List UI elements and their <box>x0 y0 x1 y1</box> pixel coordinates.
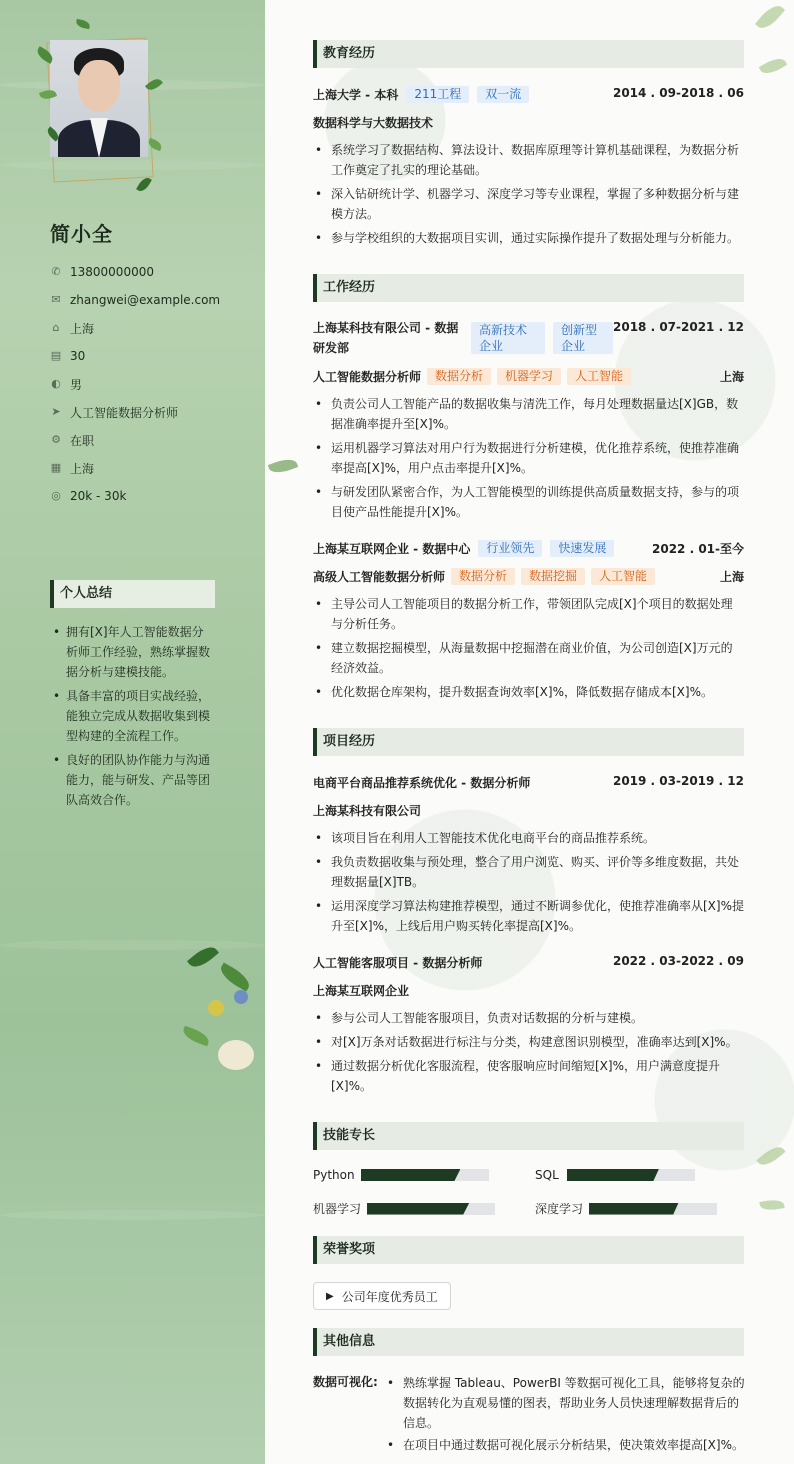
skill-item <box>313 1200 495 1217</box>
projects-heading: 项目经历 <box>313 728 744 756</box>
skill-bar-fill <box>567 1169 659 1181</box>
job-date: 2022 . 01-至今 <box>652 542 744 556</box>
skill-bar-fill <box>367 1203 469 1215</box>
mail-icon: ✉ <box>51 293 61 306</box>
award-item[interactable] <box>313 1282 451 1310</box>
contact-row <box>50 286 220 314</box>
home-icon: ⌂ <box>52 321 60 334</box>
work-heading: 工作经历 <box>313 274 744 302</box>
skill-tag: 数据挖掘 <box>521 568 585 585</box>
contact-row <box>50 314 220 342</box>
triangle-right-icon: ▶ <box>326 1290 334 1302</box>
bullet-item: • 运用机器学习算法对用户行为数据进行分析建模，优化推荐系统，使推荐准确率提高[X]%，用户点击率提升[X]%。 <box>313 438 744 478</box>
skill-bar <box>589 1203 717 1215</box>
leaf-decoration <box>756 1142 785 1169</box>
contact-row <box>50 342 220 370</box>
position-icon: ➤ <box>51 405 61 418</box>
skill-bar <box>367 1203 495 1215</box>
bullet-item: • 系统学习了数据结构、算法设计、数据库原理等计算机基础课程，为数据分析工作奠定了扎实的理论基础。 <box>313 140 744 180</box>
bullet-item: • 熟练掌握 Tableau、PowerBI 等数据可视化工具，能够将复杂的数据转化为直观易懂的图表，帮助业务人员快速理解数据背后的信息。 <box>385 1373 745 1433</box>
leaf-decoration <box>268 456 298 477</box>
skill-bar-fill <box>361 1169 461 1181</box>
flower-decoration <box>178 930 265 1090</box>
school-tag: 双一流 <box>477 86 529 103</box>
bullet-item: • 优化数据仓库架构，提升数据查询效率[X]%，降低数据存储成本[X]%。 <box>313 682 744 702</box>
job-role-row <box>313 568 744 585</box>
contact-row <box>50 426 220 454</box>
skill-item <box>313 1168 489 1182</box>
project-org: 上海某互联网企业 <box>313 984 410 998</box>
job-company: 上海某互联网企业 - 数据中心 <box>313 542 471 556</box>
summary-heading: 个人总结 <box>50 580 215 608</box>
contact-text: 13800000000 <box>70 265 154 279</box>
job-bullets <box>313 594 744 706</box>
contact-row <box>50 454 220 482</box>
skill-bar-fill <box>589 1203 679 1215</box>
company-tag: 快速发展 <box>550 540 614 557</box>
school-name: 上海大学 - 本科 <box>313 88 399 102</box>
education-bullets <box>313 140 744 252</box>
summary-item: • 具备丰富的项目实战经验，能独立完成从数据收集到模型构建的全流程工作。 <box>50 686 215 746</box>
company-tag: 行业领先 <box>478 540 542 557</box>
contact-text: 上海 <box>70 461 95 476</box>
job-city: 上海 <box>719 570 744 584</box>
project-bullets <box>313 828 744 940</box>
school-tag: 211工程 <box>406 86 469 103</box>
profile-photo <box>50 40 148 157</box>
project-name: 电商平台商品推荐系统优化 - 数据分析师 <box>313 776 531 790</box>
contact-text: 上海 <box>70 321 95 336</box>
education-date: 2014 . 09-2018 . 06 <box>612 86 744 100</box>
project-name: 人工智能客服项目 - 数据分析师 <box>313 956 483 970</box>
bullet-item: • 与研发团队紧密合作，为人工智能模型的训练提供高质量数据支持，参与的项目使产品性能提升[X]%。 <box>313 482 744 522</box>
avatar <box>36 20 166 200</box>
bullet-item: • 该项目旨在利用人工智能技术优化电商平台的商品推荐系统。 <box>313 828 744 848</box>
project-header-row <box>313 774 744 791</box>
bullet-item: • 主导公司人工智能项目的数据分析工作，带领团队完成[X]个项目的数据处理与分析任务。 <box>313 594 744 634</box>
skill-tag: 数据分析 <box>451 568 515 585</box>
skill-name: 深度学习 <box>535 1202 584 1216</box>
skill-name: SQL <box>535 1168 559 1182</box>
education-major: 数据科学与大数据技术 <box>313 116 434 130</box>
education-heading: 教育经历 <box>313 40 744 68</box>
main-content <box>265 0 794 1464</box>
salary-icon: ◎ <box>51 489 61 502</box>
contact-text: 20k - 30k <box>70 489 127 503</box>
skill-tag: 数据分析 <box>427 368 491 385</box>
contact-row <box>50 398 220 426</box>
contact-text: 人工智能数据分析师 <box>70 405 179 420</box>
job-city: 上海 <box>719 370 744 384</box>
skill-bar <box>567 1169 695 1181</box>
leaf-decoration <box>759 1198 784 1212</box>
contact-row <box>50 370 220 398</box>
contact-text: 30 <box>70 349 86 363</box>
city-icon: ▦ <box>50 461 62 474</box>
leaf-decoration <box>755 1 785 33</box>
project-header-row <box>313 954 744 971</box>
company-tag: 高新技术企业 <box>471 322 545 354</box>
skill-name: Python <box>313 1168 355 1182</box>
project-date: 2019 . 03-2019 . 12 <box>612 774 744 788</box>
skill-tag: 人工智能 <box>567 368 631 385</box>
contact-text: zhangwei@example.com <box>70 293 221 307</box>
skills-heading: 技能专长 <box>313 1122 744 1150</box>
skill-bar <box>361 1169 489 1181</box>
bullet-item: • 通过数据分析优化客服流程，使客服响应时间缩短[X]%，用户满意度提升[X]%。 <box>313 1056 744 1096</box>
bullet-item: • 参与公司人工智能客服项目，负责对话数据的分析与建模。 <box>313 1008 744 1028</box>
skill-name: 机器学习 <box>313 1202 362 1216</box>
bullet-item: • 深入钻研统计学、机器学习、深度学习等专业课程，掌握了多种数据分析与建模方法。 <box>313 184 744 224</box>
skill-tag: 机器学习 <box>497 368 561 385</box>
bullet-item: • 负责公司人工智能产品的数据收集与清洗工作，每月处理数据量达[X]GB，数据准确率提升至[X]%。 <box>313 394 744 434</box>
skill-item <box>535 1168 695 1182</box>
candidate-name: 简小全 <box>50 222 113 246</box>
age-icon: ▤ <box>50 349 62 362</box>
job-company: 上海某科技有限公司 - 数据研发部 <box>313 321 459 355</box>
summary-item: • 良好的团队协作能力与沟通能力，能与研发、产品等团队高效合作。 <box>50 750 215 810</box>
contact-text: 男 <box>70 377 83 392</box>
phone-icon: ✆ <box>51 265 61 278</box>
project-org: 上海某科技有限公司 <box>313 804 422 818</box>
summary-list <box>50 622 215 814</box>
contact-text: 在职 <box>70 433 95 448</box>
bullet-item: • 运用深度学习算法构建推荐模型，通过不断调参优化，使推荐准确率从[X]%提升至[X]%，上线后用户购买转化率提高[X]%。 <box>313 896 744 936</box>
bullet-item: • 对[X]万条对话数据进行标注与分类，构建意图识别模型，准确率达到[X]%。 <box>313 1032 744 1052</box>
contact-row <box>50 258 220 286</box>
job-date: 2018 . 07-2021 . 12 <box>613 320 745 334</box>
status-icon: ⚙ <box>51 433 61 446</box>
bullet-item: • 参与学校组织的大数据项目实训，通过实际操作提升了数据处理与分析能力。 <box>313 228 744 248</box>
education-header-row <box>313 86 744 103</box>
skill-tag: 人工智能 <box>591 568 655 585</box>
job-header-row <box>313 320 744 358</box>
company-tag: 创新型企业 <box>553 322 613 354</box>
summary-item: • 拥有[X]年人工智能数据分析师工作经验，熟练掌握数据分析与建模技能。 <box>50 622 215 682</box>
job-role-row <box>313 368 744 385</box>
bullet-item: • 在项目中通过数据可视化展示分析结果，使决策效率提高[X]%。 <box>385 1435 745 1455</box>
job-role: 人工智能数据分析师 <box>313 370 422 384</box>
skill-item <box>535 1200 717 1217</box>
other-heading: 其他信息 <box>313 1328 744 1356</box>
awards-heading: 荣誉奖项 <box>313 1236 744 1264</box>
award-label: 公司年度优秀员工 <box>341 1289 438 1304</box>
leaf-decoration <box>759 54 788 77</box>
other-bullets <box>385 1373 745 1457</box>
job-role: 高级人工智能数据分析师 <box>313 570 446 584</box>
sidebar <box>0 0 265 1464</box>
job-bullets <box>313 394 744 526</box>
gender-icon: ◐ <box>51 377 61 390</box>
bullet-item: • 我负责数据收集与预处理，整合了用户浏览、购买、评价等多维度数据，共处理数据量[X]TB。 <box>313 852 744 892</box>
bullet-item: • 建立数据挖掘模型，从海量数据中挖掘潜在商业价值，为公司创造[X]万元的经济效益。 <box>313 638 744 678</box>
leaf-decoration <box>75 19 90 29</box>
project-date: 2022 . 03-2022 . 09 <box>612 954 744 968</box>
job-header-row <box>313 540 744 557</box>
contact-row <box>50 482 220 510</box>
project-bullets <box>313 1008 744 1100</box>
contact-info-list <box>50 258 220 510</box>
other-label: 数据可视化: <box>313 1375 378 1389</box>
